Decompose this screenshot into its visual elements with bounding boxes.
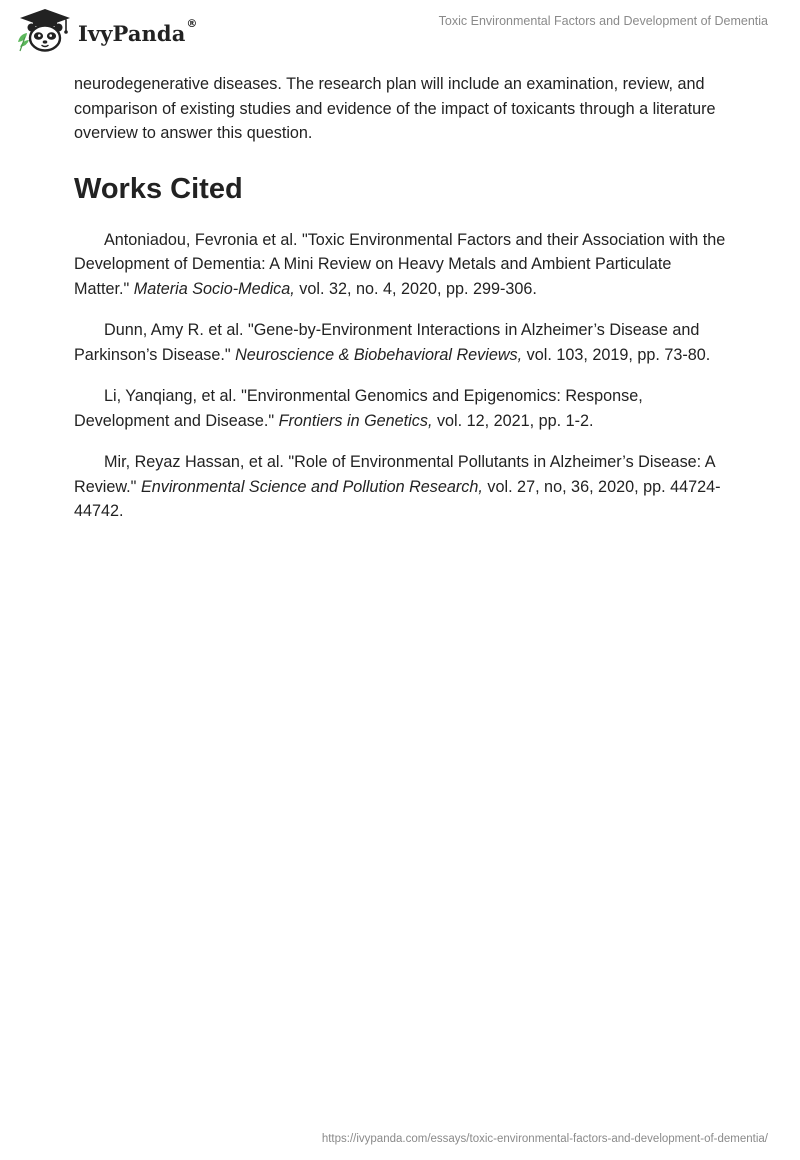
citation-entry [74, 228, 726, 302]
citation-entry [74, 318, 726, 367]
citation-details: vol. 12, 2021, pp. 1-2. [432, 411, 594, 430]
panda-graduate-icon [14, 7, 76, 53]
source-url[interactable]: https://ivypanda.com/essays/toxic-environmental-factors-and-development-of-dementia/ [321, 1133, 768, 1145]
document-title: Toxic Environmental Factors and Development of Dementia [438, 14, 768, 28]
citation-text: Mir, Reyaz Hassan, et al. "Role of Environmental Pollutants in Alzheimer’s Disease: A Review." [74, 453, 715, 496]
citation-details: vol. 103, 2019, pp. 73-80. [522, 345, 711, 364]
citation-text: Dunn, Amy R. et al. "Gene-by-Environment Interactions in Alzheimer’s Disease and Parkinson’s Disease." [74, 321, 700, 364]
document-body [74, 72, 726, 541]
citation-text: Antoniadou, Fevronia et al. "Toxic Environmental Factors and their Association with the Development of Dementia: A Mini Review on Heavy Metals and Ambient Particulate Matter." [74, 230, 726, 298]
citation-journal: Materia Socio-Medica, [133, 279, 295, 298]
citation-text: Li, Yanqiang, et al. "Environmental Genomics and Epigenomics: Response, Development and Disease." [74, 387, 643, 430]
intro-paragraph: neurodegenerative diseases. The research plan will include an examination, review, and comparison of existing studies and evidence of the impact of toxicants through a literature overview to answer this question. [74, 75, 716, 142]
brand-name: IvyPanda® [78, 16, 198, 46]
citation-entry [74, 384, 726, 433]
page-header [0, 0, 800, 64]
ivypanda-logo[interactable] [14, 7, 198, 53]
citation-details: vol. 32, no. 4, 2020, pp. 299-306. [294, 279, 537, 298]
registered-mark: ® [186, 16, 198, 30]
citation-entry [74, 450, 726, 524]
citation-details: vol. 27, no, 36, 2020, pp. 44724-44742. [74, 477, 721, 520]
works-cited-heading: Works Cited [74, 172, 243, 205]
citation-journal: Neuroscience & Biobehavioral Reviews, [235, 345, 523, 364]
citation-journal: Environmental Science and Pollution Research, [140, 477, 483, 496]
citation-journal: Frontiers in Genetics, [278, 411, 433, 430]
